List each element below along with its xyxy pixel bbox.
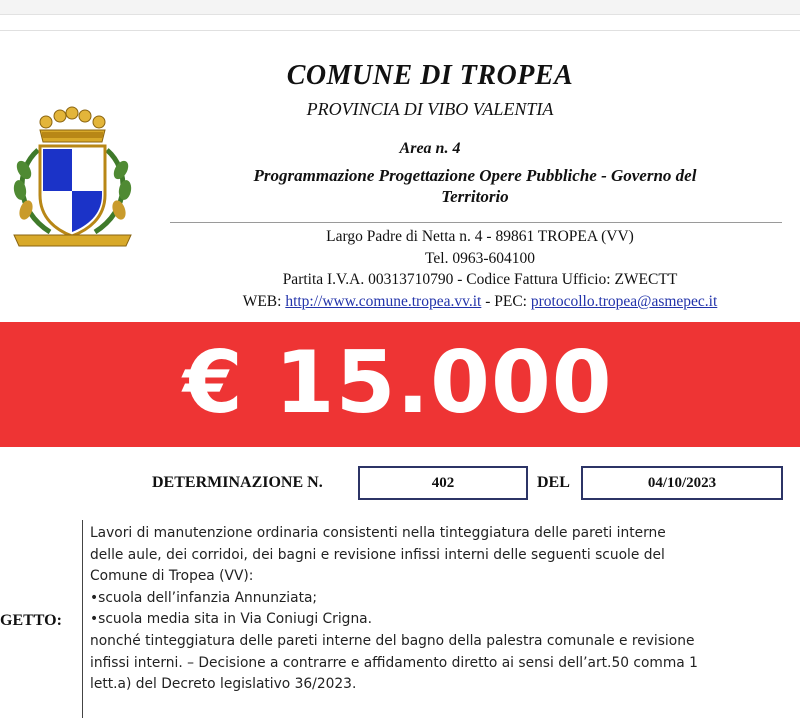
subject-line: lett.a) del Decreto legislativo 36/2023.: [90, 676, 357, 693]
determination-date: 04/10/2023: [647, 474, 717, 491]
subject-line: Lavori di manutenzione ordinaria consistenti nella tinteggiatura delle pareti interne: [90, 525, 666, 541]
web-label: WEB:: [242, 293, 282, 310]
subject-divider: [82, 520, 83, 718]
date-label: DEL: [537, 474, 570, 491]
department-name: [195, 165, 755, 207]
municipality-title: COMUNE DI TROPEA: [286, 60, 574, 91]
determination-label: DETERMINAZIONE N.: [152, 474, 323, 491]
subject-line: nonché tinteggiatura delle pareti interne del bagno della palestra comunale e revisione: [90, 632, 695, 649]
top-divider: [0, 30, 800, 31]
department-line-1: Programmazione Progettazione Opere Pubbliche - Governo del: [253, 166, 697, 185]
pec-email-link[interactable]: protocollo.tropea@asmepec.it: [530, 293, 718, 310]
subject-line: •scuola media sita in Via Coniugi Crigna.: [90, 611, 373, 628]
vat-line: Partita I.V.A. 00313710790 - Codice Fattura Ufficio: ZWECTT: [282, 271, 678, 288]
coat-of-arms-icon: [10, 100, 135, 260]
subject-text: [90, 523, 790, 696]
determination-number-box: [358, 466, 528, 500]
subject-line: infissi interni. – Decisione a contrarre e affidamento diretto ai sensi dell’art.50 comma 1: [90, 654, 698, 671]
subject-line: •scuola dell’infanzia Annunziata;: [90, 589, 318, 606]
area-label: Area n. 4: [399, 140, 461, 157]
subject-line: Comune di Tropea (VV):: [90, 568, 254, 585]
address-line: Largo Padre di Netta n. 4 - 89861 TROPEA (VV): [326, 228, 634, 245]
determination-date-box: [581, 466, 783, 500]
website-link[interactable]: http://www.comune.tropea.vv.it: [285, 293, 482, 310]
contacts-line: [200, 293, 760, 311]
pec-label: - PEC:: [485, 293, 527, 310]
phone-line: Tel. 0963-604100: [425, 250, 535, 267]
department-line-2: Territorio: [441, 187, 509, 206]
determination-number: 402: [431, 474, 455, 491]
amount-text: € 15.000: [183, 333, 613, 433]
header-divider: [170, 222, 782, 223]
browser-top-bar: [0, 0, 800, 15]
subject-label: GETTO:: [0, 612, 62, 629]
province-subtitle: PROVINCIA DI VIBO VALENTIA: [306, 99, 554, 119]
subject-line: delle aule, dei corridoi, dei bagni e revisione infissi interni delle seguenti scuole del: [90, 546, 665, 563]
